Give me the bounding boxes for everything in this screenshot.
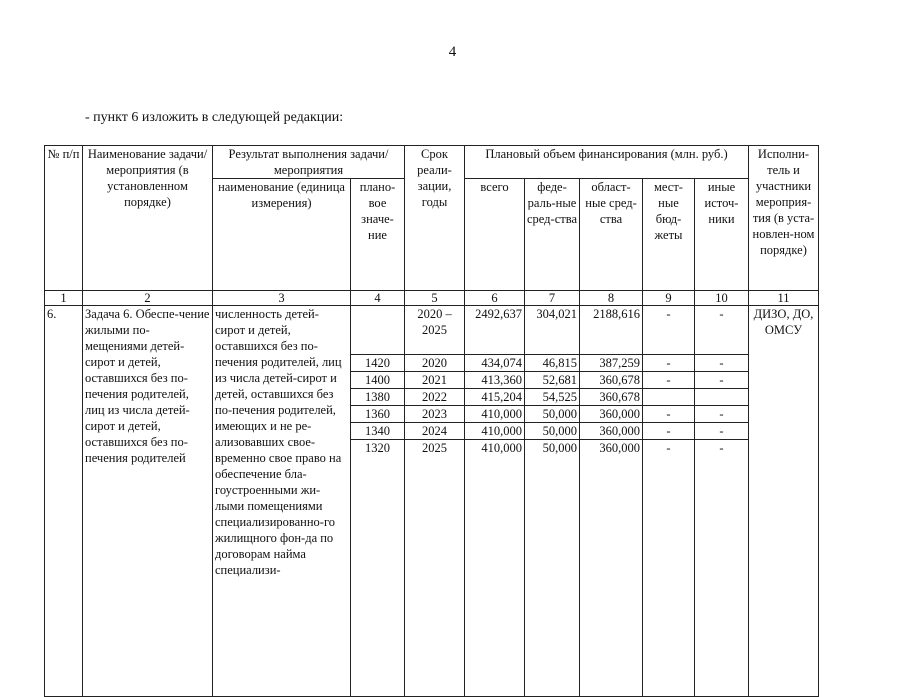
row-number: 6. [45, 306, 83, 697]
federal-cell: 46,815 [525, 355, 580, 372]
empty-cell [580, 456, 643, 697]
header-funding-group: Плановый объем финансирования (млн. руб.) [465, 146, 749, 179]
federal-cell: 50,000 [525, 440, 580, 457]
local-cell: - [643, 306, 695, 355]
planned-value-cell [351, 306, 405, 355]
total-cell: 410,000 [465, 440, 525, 457]
result-description: численность детей-сирот и детей, оставшихся без по-печения родителей, лиц из числа детей-сирот и детей, оставшихся без по-печения родителей, имеющих и не ре-ализовавших свое-временно свое право на обеспечение бла-гоустроенными жи-лыми помещениями специализированно-го жилищного фон-да по договорам найма специализи- [213, 306, 351, 697]
header-other: иные источ-ники [695, 179, 749, 291]
empty-cell [405, 456, 465, 697]
plan-value: 1400 [351, 372, 405, 389]
header-result-group: Результат выполнения задачи/ мероприятия [213, 146, 405, 179]
other-cell: - [695, 372, 749, 389]
col-number: 6 [465, 291, 525, 306]
empty-cell [695, 456, 749, 697]
regional-cell: 387,259 [580, 355, 643, 372]
total-cell: 434,074 [465, 355, 525, 372]
federal-cell: 50,000 [525, 423, 580, 440]
column-numbers-row [45, 291, 819, 306]
period-cell: 2020 – 2025 [405, 306, 465, 355]
local-cell: - [643, 440, 695, 457]
page-number: 4 [448, 44, 457, 60]
summary-row [45, 306, 819, 355]
header-row-1 [45, 146, 819, 179]
header-federal: феде-раль-ные сред-ства [525, 179, 580, 291]
year-cell: 2020 [405, 355, 465, 372]
year-cell: 2022 [405, 389, 465, 406]
other-cell: - [695, 440, 749, 457]
empty-cell [351, 456, 405, 697]
regional-cell: 360,678 [580, 389, 643, 406]
total-cell: 2492,637 [465, 306, 525, 355]
total-cell: 415,204 [465, 389, 525, 406]
local-cell: - [643, 423, 695, 440]
federal-cell: 304,021 [525, 306, 580, 355]
header-planned-value: плано-вое значе-ние [351, 179, 405, 291]
plan-value: 1360 [351, 406, 405, 423]
total-cell: 413,360 [465, 372, 525, 389]
col-number: 11 [749, 291, 819, 306]
total-cell: 410,000 [465, 406, 525, 423]
federal-cell: 52,681 [525, 372, 580, 389]
header-regional: област-ные сред-ства [580, 179, 643, 291]
empty-cell [465, 456, 525, 697]
plan-value: 1340 [351, 423, 405, 440]
col-number: 8 [580, 291, 643, 306]
regional-cell: 360,678 [580, 372, 643, 389]
local-cell [643, 389, 695, 406]
regional-cell: 360,000 [580, 423, 643, 440]
executors: ДИЗО, ДО, ОМСУ [749, 306, 819, 697]
header-total: всего [465, 179, 525, 291]
year-cell: 2024 [405, 423, 465, 440]
regional-cell: 360,000 [580, 406, 643, 423]
col-number: 5 [405, 291, 465, 306]
col-number: 9 [643, 291, 695, 306]
header-executors: Исполни-тель и участники мероприя-тия (в уста-новлен-ном порядке) [749, 146, 819, 291]
year-cell: 2025 [405, 440, 465, 457]
col-number: 2 [83, 291, 213, 306]
header-result-name: наименование (единица измерения) [213, 179, 351, 291]
regional-cell: 360,000 [580, 440, 643, 457]
col-number: 1 [45, 291, 83, 306]
local-cell: - [643, 372, 695, 389]
task-name: Задача 6. Обеспе-чение жилыми по-мещениями детей-сирот и детей, оставшихся без по-печения родителей, лиц из числа детей-сирот и детей, оставшихся без по-печения родителей [83, 306, 213, 697]
local-cell: - [643, 355, 695, 372]
other-cell [695, 389, 749, 406]
plan-value: 1380 [351, 389, 405, 406]
header-period: Срок реали-зации, годы [405, 146, 465, 291]
other-cell: - [695, 355, 749, 372]
intro-text: - пункт 6 изложить в следующей редакции: [85, 110, 344, 125]
total-cell: 410,000 [465, 423, 525, 440]
header-task-name: Наименование задачи/ мероприятия (в установленном порядке) [83, 146, 213, 291]
program-table [44, 145, 819, 697]
col-number: 3 [213, 291, 351, 306]
empty-cell [525, 456, 580, 697]
plan-value: 1320 [351, 440, 405, 457]
header-num: № п/п [45, 146, 83, 291]
year-cell: 2023 [405, 406, 465, 423]
regional-cell: 2188,616 [580, 306, 643, 355]
plan-value: 1420 [351, 355, 405, 372]
local-cell: - [643, 406, 695, 423]
federal-cell: 50,000 [525, 406, 580, 423]
col-number: 7 [525, 291, 580, 306]
year-cell: 2021 [405, 372, 465, 389]
col-number: 10 [695, 291, 749, 306]
empty-cell [643, 456, 695, 697]
other-cell: - [695, 423, 749, 440]
col-number: 4 [351, 291, 405, 306]
federal-cell: 54,525 [525, 389, 580, 406]
other-cell: - [695, 306, 749, 355]
header-local: мест-ные бюд-жеты [643, 179, 695, 291]
other-cell: - [695, 406, 749, 423]
